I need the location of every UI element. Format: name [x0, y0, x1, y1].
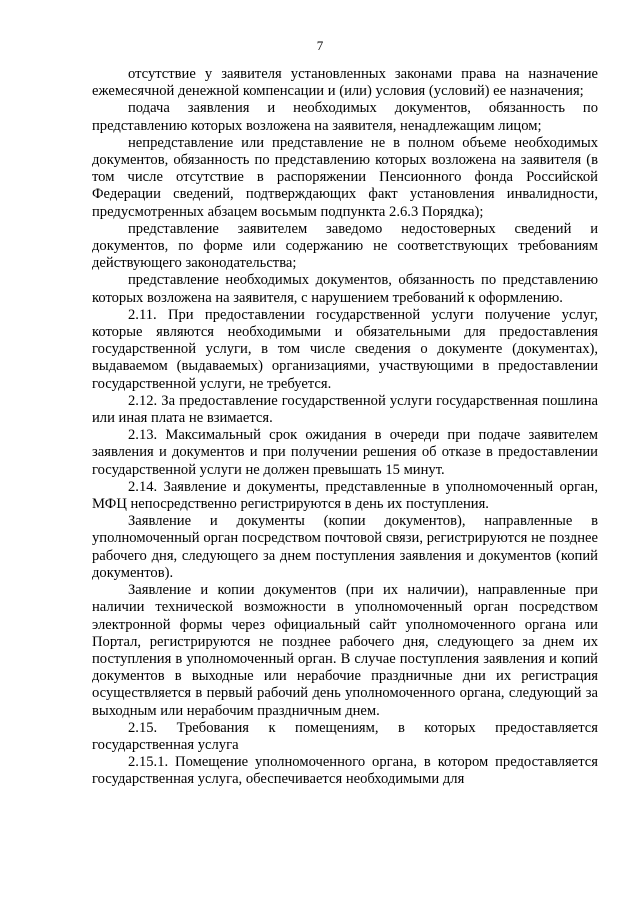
paragraph-2-11: 2.11. При предоставлении государственной услуги получение услуг, которые являются необходимыми и обязательными для предоставления государственной услуги, в том числе сведения о документе (документах), выдаваемом (выдаваемых) организациями, участвующими в предоставлении государственной услуги, не требуется. — [92, 306, 598, 392]
paragraph-2-12: 2.12. За предоставление государственной услуги государственная пошлина или иная плата не взимается. — [92, 392, 598, 427]
paragraph: Заявление и документы (копии документов), направленные в уполномоченный орган посредством почтовой связи, регистрируются не позднее рабочего дня, следующего за днем поступления заявления и документов (копий документов). — [92, 513, 598, 581]
page-number: 7 — [316, 38, 324, 53]
paragraph: представление необходимых документов, обязанность по представлению которых возложена на заявителя, с нарушением требований к оформлению. — [92, 272, 598, 306]
paragraph-2-15: 2.15. Требования к помещениям, в которых предоставляется государственная услуга — [92, 719, 598, 753]
document-body — [92, 66, 598, 789]
paragraph-2-15-1: 2.15.1. Помещение уполномоченного органа, в котором предоставляется государственная услуга, обеспечивается необходимыми для — [92, 754, 598, 788]
paragraph: подача заявления и необходимых документов, обязанность по представлению которых возложена на заявителя, ненадлежащим лицом; — [92, 100, 598, 134]
paragraph: отсутствие у заявителя установленных законами права на назначение ежемесячной денежной компенсации и (или) условия (условий) ее назначения; — [92, 66, 598, 100]
paragraph-2-13: 2.13. Максимальный срок ожидания в очереди при подаче заявителем заявления и документов и при получении решения об отказе в предоставлении государственной услуги не должен превышать 15 минут. — [92, 427, 598, 478]
paragraph: представление заявителем заведомо недостоверных сведений и документов, по форме или содержанию не соответствующих требованиям действующего законодательства; — [92, 220, 598, 272]
paragraph: непредставление или представление не в полном объеме необходимых документов, обязанность по представлению которых возложена на заявителя (в том числе отсутствие в распоряжении Пенсионного фонда Российской Федерации сведений, подтверждающих факт установления инвалидности, предусмотренных абзацем восьмым подпункта 2.6.3 Порядка); — [92, 134, 598, 220]
paragraph-2-14: 2.14. Заявление и документы, представленные в уполномоченный орган, МФЦ непосредственно регистрируются в день их поступления. — [92, 478, 598, 513]
paragraph: Заявление и копии документов (при их наличии), направленные при наличии технической возможности в уполномоченный орган посредством электронной формы через официальный сайт уполномоченного органа или Портал, регистрируются не позднее рабочего дня, следующего за днем их поступления в уполномоченный орган. В случае поступления заявления и копий документов в выходные или нерабочие праздничные дни их регистрация осуществляется в первый рабочий день уполномоченного органа, следующий за выходным или нерабочим праздничным днем. — [92, 582, 598, 719]
